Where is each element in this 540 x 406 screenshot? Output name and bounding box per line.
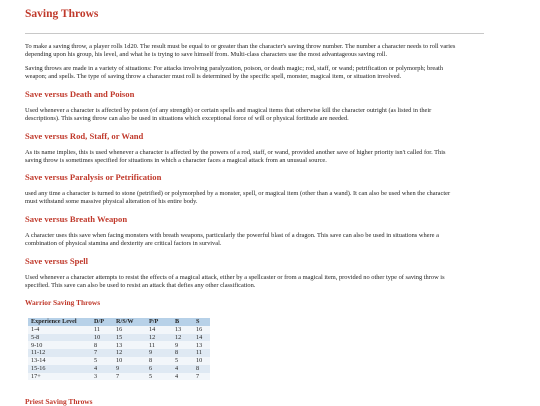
table-cell: 5-8 — [28, 334, 91, 342]
table-row — [28, 357, 210, 365]
table-row — [28, 365, 210, 373]
section-text-spell: Used whenever a character attempts to resist the effects of a magical attack, either by a spellcaster or from a magical item, provided no other type of saving throw is specified. This save can also be used to resist an attack that defies any other classification. — [25, 274, 445, 290]
section-heading-death-poison: Save versus Death and Poison — [25, 89, 135, 99]
column-header: D/P — [91, 318, 113, 326]
table-header-row — [28, 318, 210, 326]
table-cell: 17+ — [28, 373, 91, 381]
table-cell: 14 — [193, 334, 210, 342]
table-cell: 11 — [91, 326, 113, 334]
table-cell: 5 — [172, 357, 193, 365]
table-cell: 8 — [91, 341, 113, 349]
table-cell: 4 — [91, 365, 113, 373]
table-cell: 3 — [91, 373, 113, 381]
table-row — [28, 334, 210, 342]
table-cell: 16 — [113, 326, 146, 334]
table-cell: 13 — [113, 341, 146, 349]
table-cell: 7 — [91, 349, 113, 357]
table-cell: 9 — [146, 349, 172, 357]
table-cell: 5 — [91, 357, 113, 365]
table-cell: 13-14 — [28, 357, 91, 365]
intro-paragraph-1: To make a saving throw, a player rolls 1d20. The result must be equal to or greater than the character's saving throw number. The number a character needs to roll varies depending upon his group, his level, and what he is trying to save himself from. Multi-class characters use the most advantageous saving roll. — [25, 43, 456, 59]
column-header: R/S/W — [113, 318, 146, 326]
priest-table-heading: Priest Saving Throws — [25, 397, 93, 406]
table-cell: 5 — [146, 373, 172, 381]
section-heading-paralysis: Save versus Paralysis or Petrification — [25, 172, 162, 182]
section-text-breath-weapon: A character uses this save when facing monsters with breath weapons, particularly the powerful blast of a dragon. This save can also be used in situations where a combination of physical stamina and dexterity are critical factors in survival. — [25, 232, 439, 248]
table-cell: 6 — [146, 365, 172, 373]
table-cell: 8 — [193, 365, 210, 373]
table-cell: 10 — [91, 334, 113, 342]
table-cell: 12 — [146, 334, 172, 342]
table-cell: 16 — [193, 326, 210, 334]
table-cell: 8 — [146, 357, 172, 365]
table-row — [28, 341, 210, 349]
section-heading-spell: Save versus Spell — [25, 256, 89, 266]
table-cell: 4 — [172, 373, 193, 381]
title-divider — [25, 33, 484, 34]
table-cell: 7 — [193, 373, 210, 381]
table-cell: 13 — [193, 341, 210, 349]
warrior-table-heading: Warrior Saving Throws — [25, 298, 101, 307]
column-header: P/P — [146, 318, 172, 326]
section-text-rod-staff-wand: As its name implies, this is used whenever a character is affected by the powers of a rod, staff, or wand, provided another save of higher priority isn't called for. This saving throw is sometimes specified for situations in which a character faces a magical attack from an unusual source. — [25, 149, 446, 165]
table-cell: 12 — [172, 334, 193, 342]
table-cell: 7 — [113, 373, 146, 381]
table-cell: 8 — [172, 349, 193, 357]
table-cell: 15 — [113, 334, 146, 342]
table-cell: 9 — [172, 341, 193, 349]
table-cell: 11 — [193, 349, 210, 357]
table-cell: 10 — [113, 357, 146, 365]
table-row — [28, 373, 210, 381]
table-cell: 9 — [113, 365, 146, 373]
table-cell: 11-12 — [28, 349, 91, 357]
column-header: Experience Level — [28, 318, 91, 326]
section-text-paralysis: used any time a character is turned to stone (petrified) or polymorphed by a monster, spell, or magical item (other than a wand). It can also be used when the character must withstand some massive physical alteration of his entire body. — [25, 190, 451, 206]
table-cell: 13 — [172, 326, 193, 334]
section-heading-rod-staff-wand: Save versus Rod, Staff, or Wand — [25, 131, 144, 141]
table-row — [28, 349, 210, 357]
page-title: Saving Throws — [25, 8, 99, 20]
table-row — [28, 326, 210, 334]
table-cell: 1-4 — [28, 326, 91, 334]
table-cell: 4 — [172, 365, 193, 373]
column-header: S — [193, 318, 210, 326]
table-cell: 9-10 — [28, 341, 91, 349]
section-heading-breath-weapon: Save versus Breath Weapon — [25, 214, 128, 224]
table-cell: 11 — [146, 341, 172, 349]
table-cell: 15-16 — [28, 365, 91, 373]
section-text-death-poison: Used whenever a character is affected by poison (of any strength) or certain spells and magical items that otherwise kill the character outright (as listed in their descriptions). This saving throw can also be used in situations which exceptional force of will or physical fortitude are needed. — [25, 107, 432, 123]
table-cell: 14 — [146, 326, 172, 334]
table-cell: 12 — [113, 349, 146, 357]
warrior-saving-throws-table — [28, 318, 210, 380]
column-header: B — [172, 318, 193, 326]
table-cell: 10 — [193, 357, 210, 365]
intro-paragraph-2: Saving throws are made in a variety of situations: For attacks involving paralyzation, poison, or death magic; rod, staff, or wand; petrification or polymorph; breath weapon; and spells. The type of saving throw a character must roll is determined by the specific spell, monster, magical item, or situation involved. — [25, 65, 444, 81]
